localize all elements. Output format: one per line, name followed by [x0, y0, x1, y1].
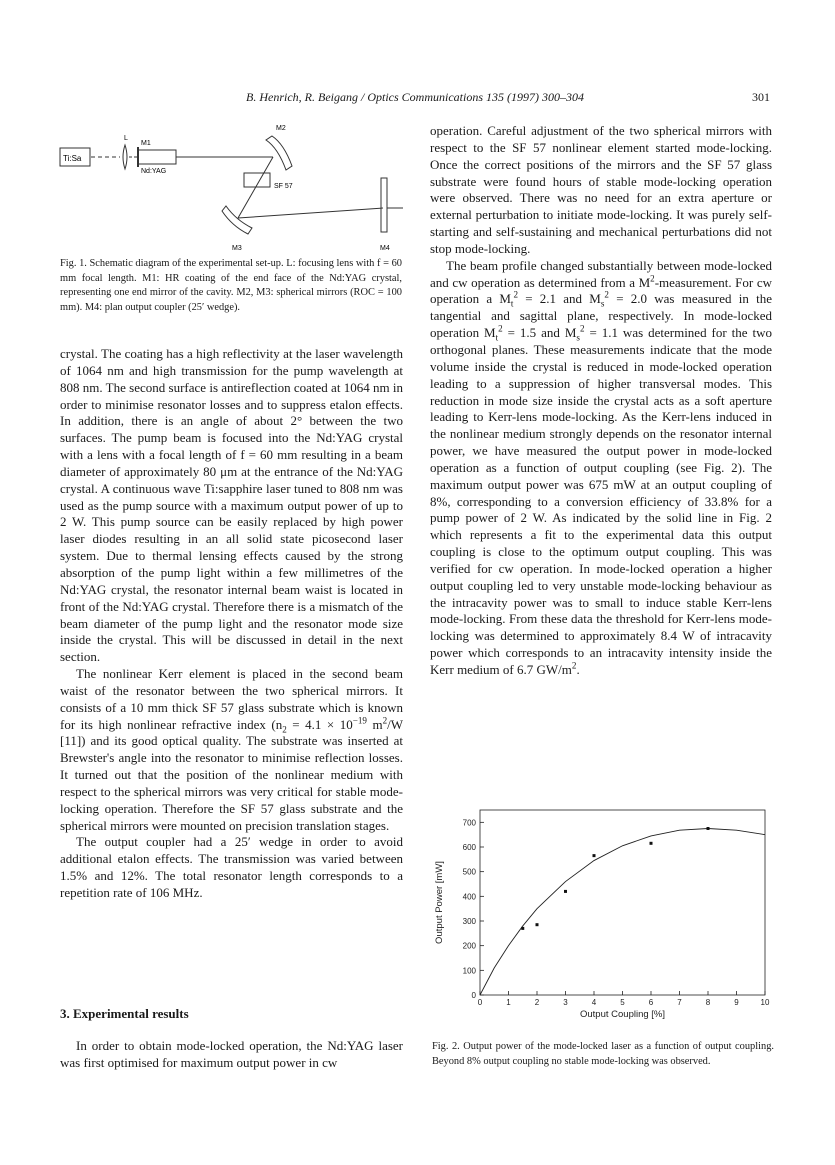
- y-tick-label: 700: [462, 818, 476, 828]
- lens-label: L: [124, 135, 128, 142]
- x-tick-label: 8: [705, 998, 711, 1007]
- y-tick-label: 200: [462, 941, 476, 951]
- figure-2-caption: Fig. 2. Output power of the mode-locked laser as a function of output coupling. Beyond 8% output coupling no stable mode-locking was observed.: [432, 1041, 774, 1067]
- x-tick-label: 4: [591, 998, 597, 1007]
- left-paragraph-2: The nonlinear Kerr element is placed in the second beam waist of the resonator between the two spherical mirrors. It consists of a 10 mm thick SF 57 glass substrate which is known for its high nonlinear refractive index ($n_2 = 4.1 \times 10^{-19}$ $m^2/W$ [11]) and its good optical quality. The substrate was inserted at Brewster's angle into the resonator to minimise reflection losses. It turned out that the position of the nonlinear medium with respect to the spherical mirrors was very critical for stable mode-locking operation. Therefore the SF 57 glass substrate and the spherical mirrors were mounted on precision translation stages.: [60, 666, 403, 833]
- data-point: [650, 842, 653, 845]
- page-number: 301: [752, 90, 770, 104]
- m1-label: M1: [141, 140, 151, 147]
- x-tick-label: 3: [563, 998, 568, 1007]
- m3-mirror: [222, 206, 252, 234]
- x-tick-label: 1: [506, 998, 511, 1007]
- x-tick-label: 7: [677, 998, 682, 1007]
- y-axis-label: Output Power [mW]: [434, 861, 445, 944]
- x-tick-label: 9: [734, 998, 739, 1007]
- x-tick-label: 6: [648, 998, 654, 1007]
- x-tick-label: 0: [477, 998, 483, 1007]
- m4-label: M4: [380, 245, 390, 252]
- figure-1-schematic: [58, 118, 408, 253]
- section-heading: 3. Experimental results: [60, 1006, 189, 1021]
- ndyag-crystal: [138, 150, 176, 164]
- y-tick-label: 500: [462, 867, 476, 877]
- data-point: [536, 923, 539, 926]
- x-tick-label: 10: [760, 998, 770, 1007]
- fit-curve: [480, 829, 765, 996]
- journal-citation: B. Henrich, R. Beigang / Optics Communications 135 (1997) 300–304: [246, 90, 584, 104]
- y-tick-label: 300: [462, 917, 476, 926]
- figure-1-caption: Fig. 1. Schematic diagram of the experimental set-up. L: focusing lens with f = 60 mm focal length. M1: HR coating of the end face of the Nd:YAG crystal, representing one end mirror of the cavity. M2, M3: spherical mirrors (ROC = 100 mm). M4: plan output coupler (25′ wedge).: [60, 258, 402, 313]
- y-tick-label: 100: [462, 966, 476, 976]
- right-paragraph-2: The beam profile changed substantially between mode-locked and cw operation as determined from a $M^2$-measurement. For cw operation a $M_t^2 = 2.1$ and $M_s^2 = 2.0$ was measured in the tangential and sagittal plane, respectively. In mode-locked operation $M_t^2 = 1.5$ and $M_s^2 = 1.1$ was determined for the two orthogonal planes. These measurements indicate that the mode volume inside the crystal is reduced in mode-locked operation leading to a suppression of higher transversal modes. This reduction in mode size inside the crystal acts as a soft aperture leading to Kerr-lens mode-locking. As the Kerr-lens induced in the nonlinear medium strongly depends on the resonator internal power, we have measured the output power in mode-locked operation as a function of output coupling (see Fig. 2). The maximum output power was 675 mW at an output coupling of 8%, corresponding to a conversion efficiency of 33.8% for a pump power of 2 W. As indicated by the solid line in Fig. 2 which represents a fit to the experimental data this output coupling is close to the optimum output coupling. This was verified for cw operation. In mode-locked operation a higher output coupling led to very unstable mode-locking behaviour as the intracavity power was to small to induce stable Kerr-lens mode-locking. From these data the threshold for Kerr-lens mode-locking was determined to approximately 8.4 W of intracavity power which corresponds to an intracavity intensity inside the Kerr medium of 6.7 $GW/m^2$.: [430, 257, 772, 677]
- m2-label: M2: [276, 125, 286, 132]
- figure-2-chart: [430, 805, 775, 1030]
- x-axis-label: Output Coupling [%]: [579, 1009, 666, 1020]
- lens-symbol: [123, 145, 127, 169]
- left-paragraph-1: crystal. The coating has a high reflectivity at the laser wavelength of 1064 nm and high transmission for the pump wavelength at 808 nm. The second surface is antireflection coated at 1064 nm in order to minimise resonator losses and to suppress etalon effects. In addition, there is an angle of about 2° between the two surfaces. The pump beam is focused into the Nd:YAG crystal with a lens with a focal length of f = 60 mm resulting in a beam diameter of approximately 80 μm at the entrance of the Nd:YAG crystal. A continuous wave Ti:sapphire laser tuned to 808 nm was used as the pump source with a maximum output power of up to 2 W. This pump source can be easily replaced by high power laser diodes resulting in an all solid state picosecond laser system. Due to thermal lensing effects caused by the strong absorption of the pump light within a few millimetres of the Nd:YAG crystal, the resonator internal beam waist is located in front of the Nd:YAG crystal. Therefore there is a mismatch of the beam diameter of the pump light and the resonator mode size inside the crystal. This will be discussed in detail in the next section.: [60, 346, 403, 665]
- left-paragraph-4: In order to obtain mode-locked operation, the Nd:YAG laser was first optimised for maximum output power in cw: [60, 1038, 403, 1070]
- data-point: [707, 827, 710, 830]
- running-header: [60, 90, 770, 110]
- plot-frame: [480, 810, 765, 995]
- data-point: [521, 927, 524, 930]
- ndyag-label: Nd:YAG: [141, 168, 167, 175]
- m4-coupler: [381, 178, 387, 232]
- data-point: [593, 854, 596, 857]
- x-tick-label: 5: [620, 998, 625, 1007]
- x-tick-label: 2: [534, 998, 540, 1007]
- y-tick-label: 400: [462, 892, 476, 902]
- right-paragraph-1: operation. Careful adjustment of the two spherical mirrors with respect to the SF 57 nonlinear element started mode-locking. Once the correct positions of the mirrors and the SF 57 glass substrate were found hours of stable mode-locking operation were observed. There was no need for an extra aperture or external perturbation to initiate mode-locking. It was purely self-starting and self-sustaining and mechanical perturbations did not stop mode-locking.: [430, 123, 772, 256]
- y-tick-label: 600: [462, 843, 476, 852]
- m2-mirror: [266, 136, 292, 170]
- sf57-label: SF 57: [274, 183, 293, 190]
- beam-m3-m4: [238, 208, 383, 218]
- left-paragraph-3: The output coupler had a 25′ wedge in order to avoid additional etalon effects. The transmission was varied between 1.5% and 12%. The total resonator length corresponds to a repetition rate of 106 MHz.: [60, 834, 403, 900]
- y-tick-label: 0: [471, 991, 476, 1000]
- data-point: [564, 890, 567, 893]
- tisa-label: Ti:Sa: [63, 154, 82, 163]
- m3-label: M3: [232, 245, 242, 252]
- right-column: [430, 123, 772, 679]
- left-column: [60, 346, 403, 902]
- left-column-bottom: [60, 1038, 403, 1072]
